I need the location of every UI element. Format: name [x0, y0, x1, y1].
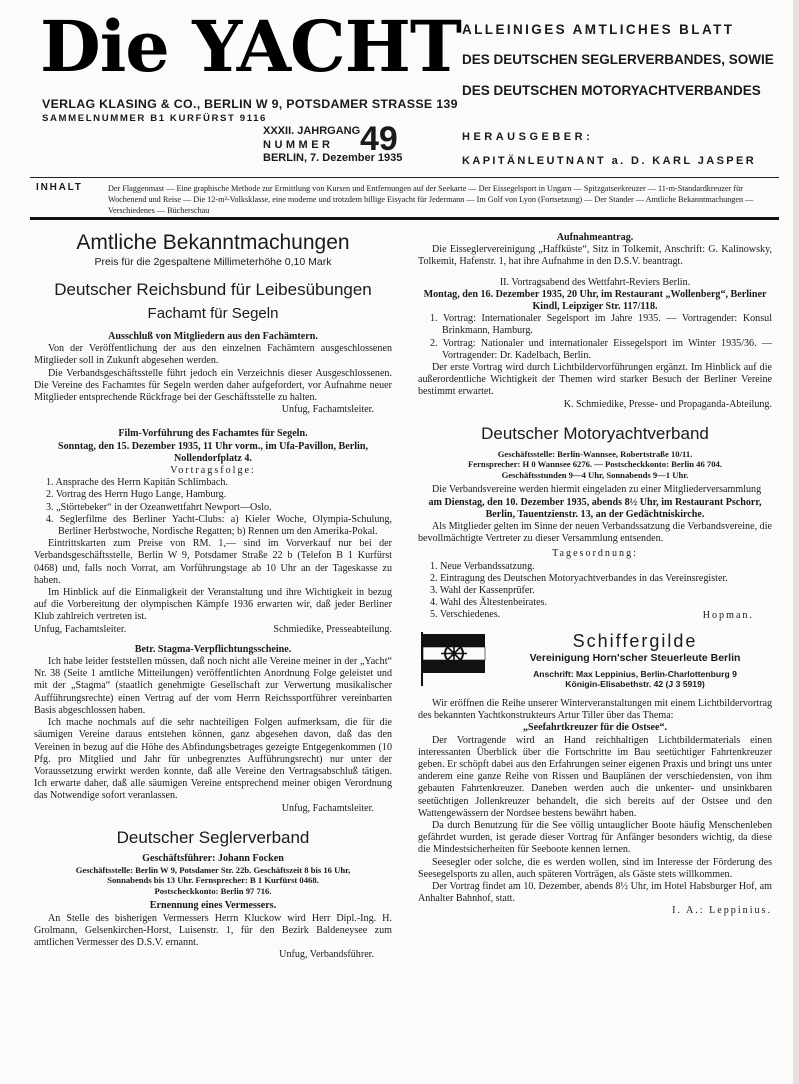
vortragsfolge-label: Vortragsfolge:	[170, 465, 256, 477]
stagma-heading: Betr. Stagma-Verpflichtungsscheine.	[134, 643, 292, 655]
ausschluss-signature: Unfug, Fachamtsleiter.	[281, 404, 374, 416]
issue-label: NUMMER	[263, 139, 334, 151]
schiffergilde-theme: „Seefahrtkreuzer für die Ostsee“.	[522, 722, 668, 734]
schiffergilde-paragraph-1: Wir eröffnen die Reihe unserer Winterveranstaltungen mit einem Lichtbildervortrag des bekannten Yachtkonstrukteurs Artur Tiller über das Thema:	[418, 697, 772, 722]
myv-signature: Hopman.	[702, 609, 754, 621]
ausschluss-paragraph-2: Die Verbandsgeschäftsstelle führt jedoch ein Verzeichnis dieser Ausgeschlossenen. Die Vereine des Fachamtes für Segeln werden daher aufgefordert, vor Aufnahme neuer Mitglieder entsprechende Rückfrage bei der Geschäftsstelle zu halten.	[34, 367, 392, 404]
editor-name: KAPITÄNLEUTNANT a. D. KARL JASPER	[462, 155, 757, 167]
vermesser-paragraph: An Stelle des bisherigen Vermessers Herrn Kluckow wird Herr Dipl.-Ing. H. Grolmann, Gelsenkirchen-Horst, Luisenstr. 1, für den Bezirk Baldeneysee zum amtlichen Vermesser des D.S.V. ernannt.	[34, 912, 392, 949]
vermesser-signature: Unfug, Verbandsführer.	[279, 949, 374, 961]
stagma-paragraph-1: Ich habe leider feststellen müssen, daß noch nicht alle Vereine meiner in der „Yacht“ Nr. 38 (Seite 1 amtliche Mitteilungen) veröffentlichten Anordnung Folge geleistet und mit der „Stagma“ (staatlich genehmigte Gesellschaft zur Verwertung musikalischer Aufführungsrechte) einen Vertrag auf der vom Herrn Reichssportführer vereinbarten Basis abgeschlossen haben.	[34, 656, 392, 716]
myv-heading: Deutscher Motoryachtverband	[481, 423, 709, 443]
vortrag-paragraph: Der erste Vortrag wird durch Lichtbildervorführungen ergänzt. Im Hinblick auf die außerordentliche Wichtigkeit der Themen wird starker Besuch der Berliner Vereine bestimmt erwartet.	[418, 362, 772, 398]
schiffergilde-signature: I. A.: Leppinius.	[672, 905, 772, 917]
list-item: 5. Verschiedenes.	[430, 609, 501, 621]
list-item: 1. Vortrag: Internationaler Segelsport im Jahre 1935. — Vortragender: Konsul Brinkmann, Hamburg.	[430, 313, 772, 337]
vermesser-heading: Ernennung eines Vermessers.	[149, 900, 277, 912]
official-line-1: ALLEINIGES AMTLICHES BLATT	[462, 22, 735, 37]
issue-year: XXXII. JAHRGANG	[263, 125, 361, 137]
price-note: Preis für die 2gespaltene Millimeterhöhe 0,10 Mark	[94, 256, 332, 268]
issue-date: BERLIN, 7. Dezember 1935	[263, 152, 403, 164]
dsv-manager: Geschäftsführer: Johann Focken	[142, 852, 284, 864]
list-item: 2. Vortrag des Herrn Hugo Lange, Hamburg.	[46, 489, 227, 501]
stagma-signature: Unfug, Fachamtsleiter.	[281, 802, 374, 814]
stagma-paragraph-2: Ich mache nochmals auf die sehr nachteiligen Folgen aufmerksam, die für die säumigen Vereine daraus entstehen können, ganz abgesehen davon, daß das den Vereinen in bezug auf die Höhe des Abfindungsbetrages gezeigte Entgegenkommen (10 Pfg. pro Mitglied und Jahr für unbegrenztes Aufführungsrecht) nur unter der Voraussetzung erwirkt werden konnte, daß alle Vereine den Vertragsabschluß tätigen. Ich erwarte daher, daß alle säumigen Vereine entsprechend meiner obigen Verordnung das Notwendige sofort veranlassen.	[34, 717, 392, 802]
toc-text: Der Flaggenmast — Eine graphische Methode zur Ermittlung von Kursen und Entfernungen auf der Seekarte — Der Eissegelsport in Ungarn — Spitzgatseekreuzer — 11-m-Standardkreuzer für Wochenend und Reise — Die 12-m²-Volksklasse, eine moderne und trotzdem billige Eisyacht für Jedermann — Im Golf von Lyon (Fortsetzung) — Der Stander — Amtliche Bekanntmachungen — Verschiedenes — Bücherschau	[108, 184, 754, 215]
myv-office-1: Geschäftsstelle: Berlin-Wannsee, Robertstraße 10/11.	[497, 448, 693, 459]
tagesordnung-label: Tagesordnung:	[552, 548, 638, 560]
right-column	[418, 232, 772, 918]
myv-meeting: am Dienstag, den 10. Dezember 1935, abends 8½ Uhr, im Restaurant Pschorr, Berlin, Tauentzienstr. 13, an der Gedächtniskirche.	[428, 496, 762, 520]
film-signature-left: Unfug, Fachamtsleiter.	[34, 623, 127, 635]
masthead-logo: Die YACHT	[40, 5, 461, 88]
dsv-office-3: Postscheckkonto: Berlin 97 716.	[154, 885, 272, 896]
toc-divider-bottom	[30, 217, 779, 220]
list-item: 1. Ansprache des Herrn Kapitän Schlimbach.	[46, 477, 228, 489]
myv-office-2: Fernsprecher: H 0 Wannsee 6276. — Postscheckkonto: Berlin 46 704.	[468, 459, 722, 470]
list-item: 2. Eintragung des Deutschen Motoryachtverbandes in das Vereinsregister.	[430, 572, 728, 584]
ausschluss-heading: Ausschluß von Mitgliedern aus den Fachämtern.	[108, 331, 318, 342]
dsv-office-2: Sonnabends bis 13 Uhr. Fernsprecher: B 1 Kurfürst 0468.	[107, 875, 319, 886]
film-heading: Film-Vorführung des Fachamtes für Segeln.	[118, 428, 308, 440]
myv-paragraph-2: Als Mitglieder gelten im Sinne der neuen Verbandssatzung die Verbandsvereine, die bevollmächtigte Vertreter zu dieser Versammlung entsenden.	[418, 520, 772, 545]
toc-divider-top	[30, 177, 779, 178]
issue-number: 49	[360, 120, 398, 158]
film-date: Sonntag, den 15. Dezember 1935, 11 Uhr vorm., im Ufa-Pavillon, Berlin, Nollendorfplatz 4.	[58, 440, 368, 464]
page-edge	[793, 0, 799, 1084]
schiffergilde-subtitle: Vereinigung Horn'scher Steuerleute Berlin	[529, 651, 741, 664]
list-item: 3. „Störtebeker“ in der Ozeanwettfahrt Newport—Oslo.	[46, 501, 272, 513]
program-list	[46, 477, 392, 538]
toc-label: INHALT	[36, 182, 83, 193]
film-signature-right: Schmiedike, Presseabteilung.	[273, 623, 392, 635]
schiffergilde-paragraph-4: Seesegler oder solche, die es werden wollen, sind im Interesse der Förderung des Seesegelsports zu allen, auch späteren Vorträgen, als Gäste stets willkommen.	[418, 856, 772, 880]
schiffergilde-paragraph-3: Da durch Benutzung für die See völlig untauglicher Boote häufig Menschenleben gefährdet wurden, ist gerade dieser Vortrag für Anfänger besonders wichtig, da diese die Mindestsicherheiten für Seeboote kennen lernen.	[418, 820, 772, 856]
vortrag-heading: II. Vortragsabend des Wettfahrt-Reviers Berlin.	[499, 276, 691, 288]
official-line-2: DES DEUTSCHEN SEGLERVERBANDES, SOWIE	[462, 52, 774, 67]
publisher-line: VERLAG KLASING & CO., BERLIN W 9, POTSDAMER STRASSE 139	[42, 97, 458, 111]
aufnahme-paragraph: Die Eisseglervereinigung „Haffküste“, Sitz in Tolkemit, Anschrift: G. Kalinowsky, Tolkemit, Hafenstr. 1, hat ihre Aufnahme in den D.S.V. beantragt.	[418, 244, 772, 268]
official-line-3: DES DEUTSCHEN MOTORYACHTVERBANDES	[462, 83, 761, 98]
myv-office-3: Geschäftsstunden 9—4 Uhr, Sonnabends 9—1 Uhr.	[501, 469, 689, 480]
phone-line: SAMMELNUMMER B1 KURFÜRST 9116	[42, 113, 267, 124]
myv-paragraph-1: Die Verbandsvereine werden hiermit eingeladen zu einer Mitgliederversammlung	[432, 484, 762, 496]
list-item: 4. Seglerfilme des Berliner Yacht-Clubs: a) Kieler Woche, Olympia-Schulung, Berliner Herbstwoche, Nordische Regatten; b) Rennen um den Amerika-Pokal.	[46, 513, 392, 538]
vortrag-date: Montag, den 16. Dezember 1935, 20 Uhr, im Restaurant „Wollenberg“, Berliner Kindl, Leipziger Str. 117/118.	[423, 288, 767, 313]
dsv-office-1: Geschäftsstelle: Berlin W 9, Potsdamer Str. 22b. Geschäftszeit 8 bis 16 Uhr,	[75, 864, 351, 875]
list-item: 2. Vortrag: Nationaler und internationaler Eissegelsport im Winter 1935/36. — Vortragender: Dr. Kadelbach, Berlin.	[430, 337, 772, 361]
film-paragraph-1: Eintrittskarten zum Preise von RM. 1,— sind im Vorverkauf nur bei der Verbandsgeschäftsstelle, Berlin W 9, Potsdamer Straße 22 b (Telefon B 1 Kurfürst 0468) und, falls noch Vorrat, am Vorführungstage ab 10 Uhr an der Tageskasse zu haben.	[34, 538, 392, 586]
schiffergilde-paragraph-2: Der Vortragende wird an Hand reichhaltigen Lichtbildermaterials einen interessanten Überblick über die Fortschritte im Bau seetüchtiger Fahrtenkreuzer geben. Er schöpft dabei aus den Erfahrungen seiner eigenen Praxis und bringt uns unter anderem eine ganze Reihe von Rissen und Bauplänen der verschiedensten, von ihm gebauten Fahrtenkreuzer. Daneben werden auch die unkenter- und unsinkbaren seetüchtigen Jollenkreuzer behandelt, die sich bereits auf der Ostsee und den Wattengewässern der Nordsee bestens bewährt haben.	[418, 734, 772, 819]
schiffergilde-address-1: Anschrift: Max Leppinius, Berlin-Charlottenburg 9	[533, 668, 737, 679]
aufnahme-heading: Aufnahmeantrag.	[556, 232, 634, 243]
fachamt-heading: Fachamt für Segeln	[147, 305, 279, 322]
schiffergilde-paragraph-5: Der Vortrag findet am 10. Dezember, abends 8½ Uhr, im Hotel Habsburger Hof, am Anhalter Bahnhof, statt.	[418, 881, 772, 905]
vortrag-list	[430, 313, 772, 362]
list-item: 4. Wahl des Ältestenbeirates.	[430, 597, 548, 609]
left-column	[34, 228, 392, 961]
reichsbund-heading: Deutscher Reichsbund für Leibesübungen	[54, 280, 372, 299]
film-paragraph-2: Im Hinblick auf die Einmaligkeit der Veranstaltung und ihre Wichtigkeit in bezug auf die Vorbereitung der olympischen Kämpfe 1936 erwarten wir, daß jeder Berliner Klub zahlreich vertreten ist.	[34, 587, 392, 623]
editor-label: HERAUSGEBER:	[462, 131, 594, 143]
schiffergilde-heading: Schiffergilde	[572, 630, 698, 651]
film-signatures	[34, 624, 392, 636]
dsv-heading: Deutscher Seglerverband	[116, 827, 310, 847]
guild-flag-icon	[418, 630, 490, 686]
list-item: 1. Neue Verbandssatzung.	[430, 560, 535, 572]
schiffergilde-address-2: Königin-Elisabethstr. 42 (J 3 5919)	[565, 679, 705, 690]
schiffergilde-header	[418, 630, 772, 690]
ausschluss-paragraph-1: Von der Veröffentlichung der aus den einzelnen Fachämtern ausgeschlossenen Mitglieder soll in Zukunft abgesehen werden.	[34, 343, 392, 367]
list-item: 3. Wahl der Kassenprüfer.	[430, 584, 535, 596]
section-title: Amtliche Bekanntmachungen	[76, 231, 350, 254]
vortrag-signature: K. Schmiedike, Presse- und Propaganda-Abteilung.	[563, 398, 772, 410]
